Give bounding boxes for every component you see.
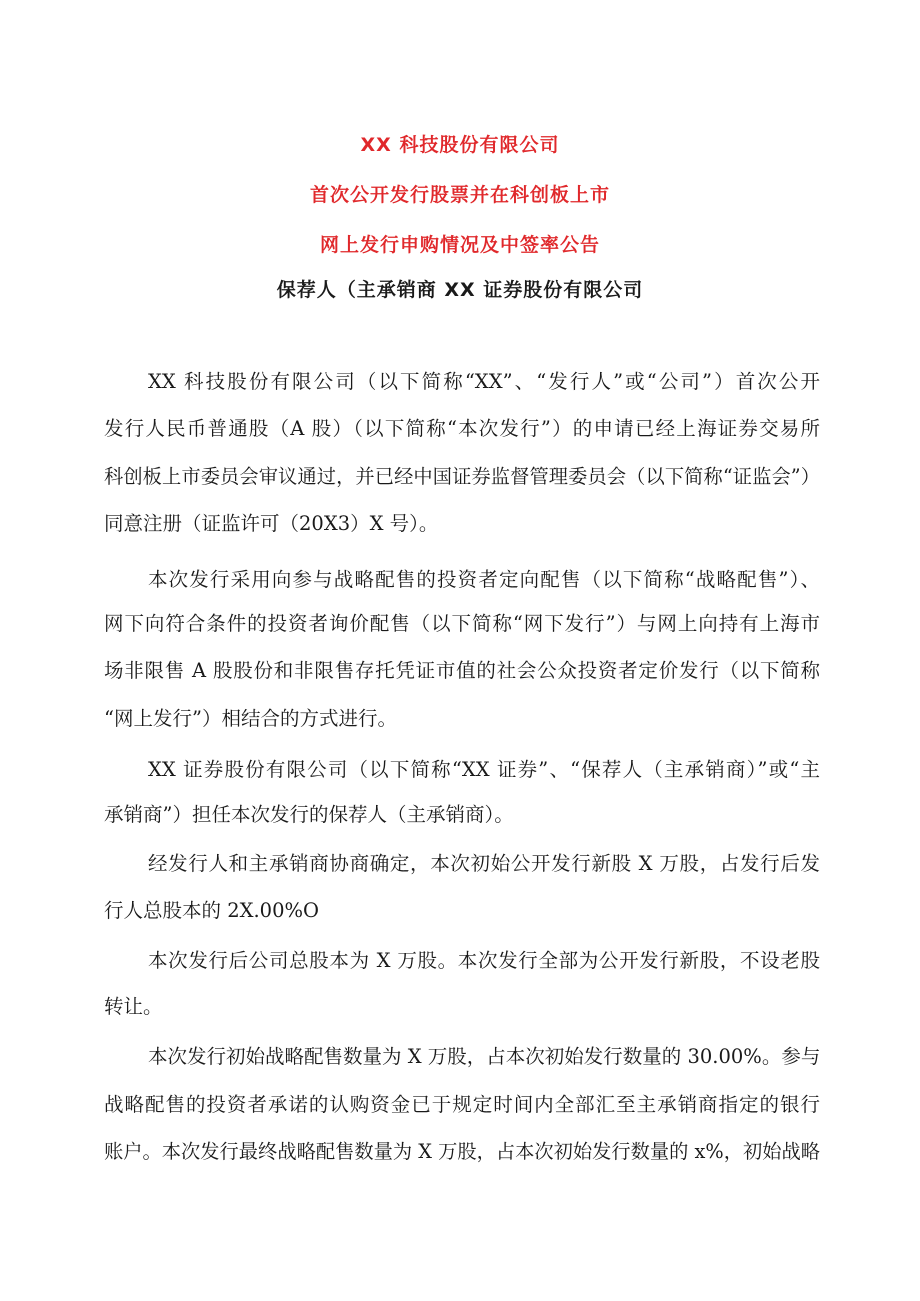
paragraph-6-line-1: 本次发行初始战略配售数量为 X 万股，占本次初始发行数量的 30.00%。参与: [148, 1045, 821, 1068]
paragraph-3-line-1: XX 证券股份有限公司（以下简称“XX 证券”、“保荐人（主承销商）”或“主: [148, 758, 820, 781]
paragraph-6-line-2: 战略配售的投资者承诺的认购资金已于规定时间内全部汇至主承销商指定的银行: [104, 1093, 820, 1116]
paragraph-2-line-1: 本次发行采用向参与战略配售的投资者定向配售（以下简称“战略配售”）、: [148, 568, 820, 591]
subtitle-listing: 首次公开发行股票并在科创板上市: [309, 184, 610, 206]
paragraph-2-line-2: 网下向符合条件的投资者询价配售（以下简称“网下发行”）与网上向持有上海市: [104, 612, 820, 635]
paragraph-6-line-3: 账户。本次发行最终战略配售数量为 X 万股，占本次初始发行数量的 x%，初始战略: [104, 1140, 820, 1163]
paragraph-3-line-2: 承销商”）担任本次发行的保荐人（主承销商）。: [104, 803, 514, 826]
subtitle-announcement: 网上发行申购情况及中签率公告: [319, 234, 600, 256]
paragraph-5-line-1: 本次发行后公司总股本为 X 万股。本次发行全部为公开发行新股，不设老股: [148, 949, 820, 972]
paragraph-1-line-1: XX 科技股份有限公司（以下简称“XX”、“发行人”或“公司”）首次公开: [148, 370, 820, 393]
paragraph-1-line-2: 发行人民币普通股（A 股）（以下简称“本次发行”）的申请已经上海证券交易所: [104, 417, 820, 440]
paragraph-4-line-1: 经发行人和主承销商协商确定，本次初始公开发行新股 X 万股，占发行后发: [148, 852, 820, 875]
paragraph-1-line-4: 同意注册（证监许可（20X3）X 号）。: [104, 512, 439, 535]
paragraph-1-line-3: 科创板上市委员会审议通过，并已经中国证券监督管理委员会（以下简称“证监会”）: [104, 465, 820, 488]
paragraph-2-line-4: “网上发行”）相结合的方式进行。: [104, 707, 397, 730]
paragraph-2-line-3: 场非限售 A 股股份和非限售存托凭证市值的社会公众投资者定价发行（以下简称: [104, 659, 820, 682]
paragraph-4-line-2: 行人总股本的 2X.00%O: [104, 899, 320, 922]
company-title: XX 科技股份有限公司: [360, 134, 560, 156]
paragraph-5-line-2: 转让。: [104, 995, 163, 1018]
sponsor-line: 保荐人（主承销商 XX 证券股份有限公司: [276, 279, 644, 301]
